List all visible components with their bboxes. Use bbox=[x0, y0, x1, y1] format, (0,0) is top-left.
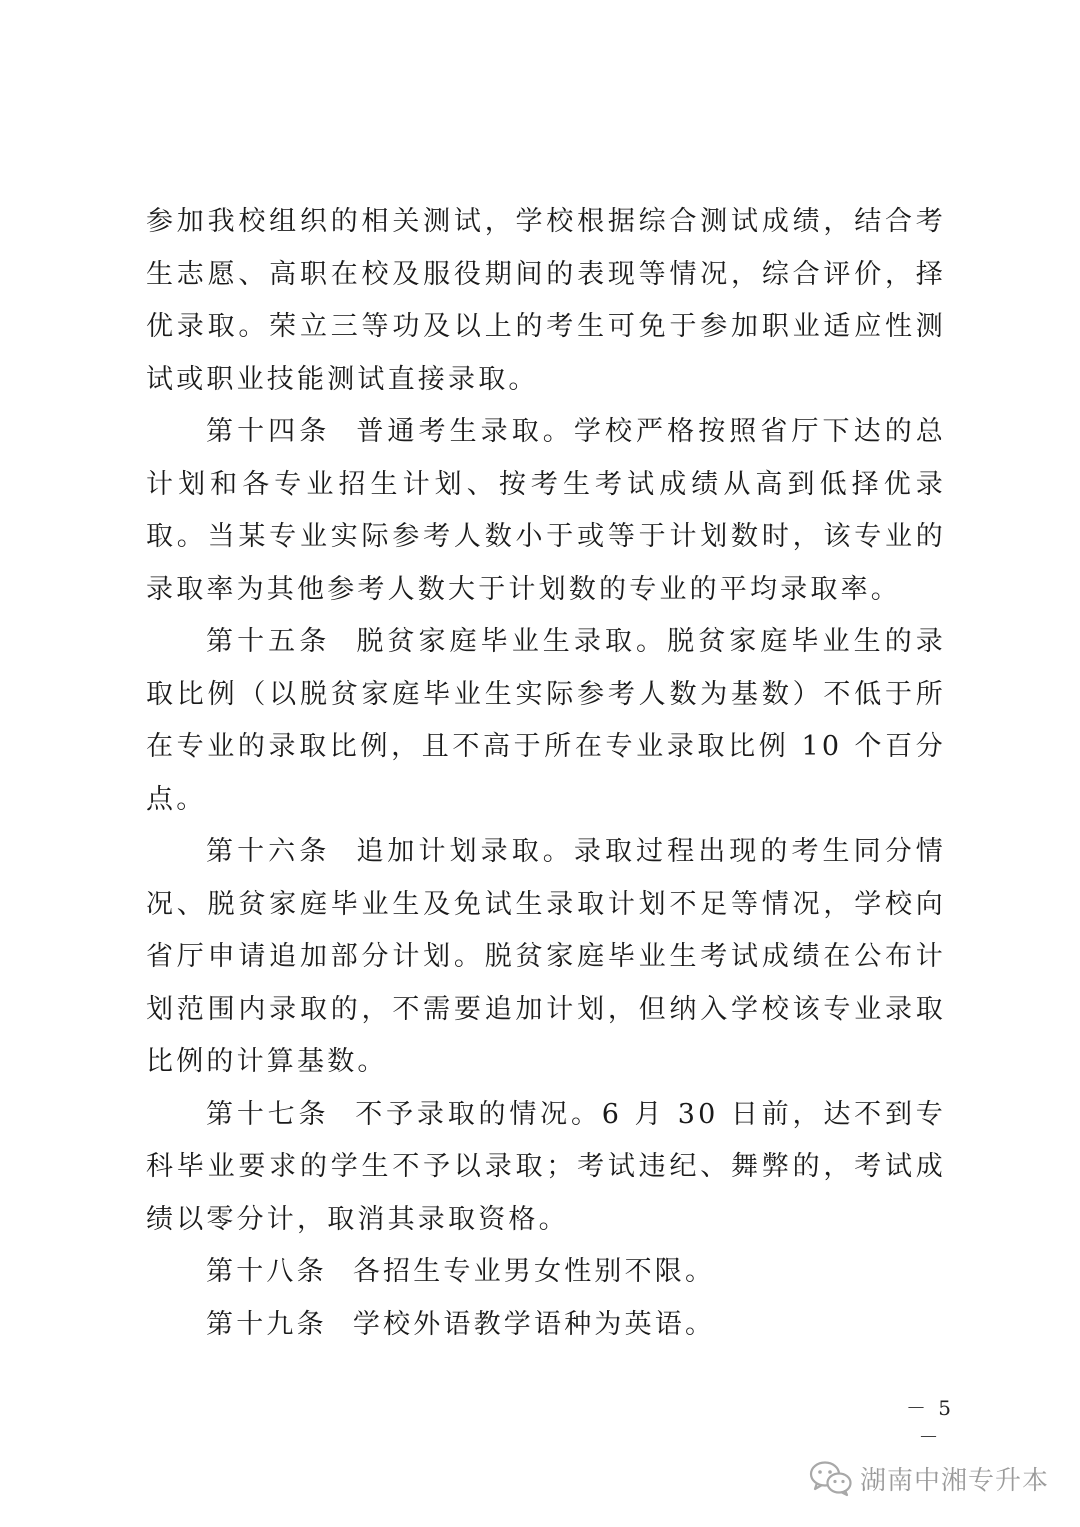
article-number: 第十五条 bbox=[206, 626, 331, 657]
paragraph-text: 参加我校组织的相关测试，学校根据综合测试成绩，结合考生志愿、高职在校及服役期间的表现等情况，综合评价，择优录取。荣立三等功及以上的考生可免于参加职业适应性测试或职业技能测试直接录取。 bbox=[146, 206, 946, 395]
paragraph-text: 追加计划录取。录取过程出现的考生同分情况、脱贫家庭毕业生及免试生录取计划不足等情况，学校向省厅申请追加部分计划。脱贫家庭毕业生考试成绩在公布计划范围内录取的，不需要追加计划，但纳入学校该专业录取比例的计算基数。 bbox=[146, 836, 946, 1077]
paragraph-continuation bbox=[146, 196, 946, 406]
article-16 bbox=[146, 826, 946, 1089]
watermark bbox=[808, 1456, 1049, 1500]
paragraph-text: 普通考生录取。学校严格按照省厅下达的总计划和各专业招生计划、按考生考试成绩从高到低择优录取。当某专业实际参考人数小于或等于计划数时，该专业的录取率为其他参考人数大于计划数的专业的平均录取率。 bbox=[146, 416, 946, 605]
paragraph-text: 各招生专业男女性别不限。 bbox=[352, 1256, 716, 1287]
article-number: 第十八条 bbox=[206, 1256, 327, 1287]
article-number: 第十七条 bbox=[206, 1098, 330, 1130]
watermark-text: 湖南中湘专升本 bbox=[860, 1465, 1050, 1496]
article-15 bbox=[146, 616, 946, 826]
article-19 bbox=[146, 1299, 946, 1352]
wechat-icon bbox=[808, 1458, 854, 1498]
article-17 bbox=[146, 1089, 946, 1247]
paragraph-text: 不予录取的情况。6 月 30 日前，达不到专科毕业要求的学生不予以录取；考试违纪、舞弊的，考试成绩以零分计，取消其录取资格。 bbox=[146, 1098, 946, 1235]
page-number: － 5 － bbox=[905, 1396, 955, 1449]
article-number: 第十九条 bbox=[206, 1308, 327, 1340]
document-body bbox=[146, 196, 946, 1351]
article-number: 第十六条 bbox=[206, 836, 331, 867]
paragraph-text: 学校外语教学语种为英语。 bbox=[352, 1308, 716, 1340]
article-14 bbox=[146, 406, 946, 616]
paragraph-text: 脱贫家庭毕业生录取。脱贫家庭毕业生的录取比例（以脱贫家庭毕业生实际参考人数为基数）不低于所在专业的录取比例，且不高于所在专业录取比例 10 个百分点。 bbox=[146, 626, 946, 815]
article-18 bbox=[146, 1246, 946, 1299]
article-number: 第十四条 bbox=[206, 416, 331, 447]
